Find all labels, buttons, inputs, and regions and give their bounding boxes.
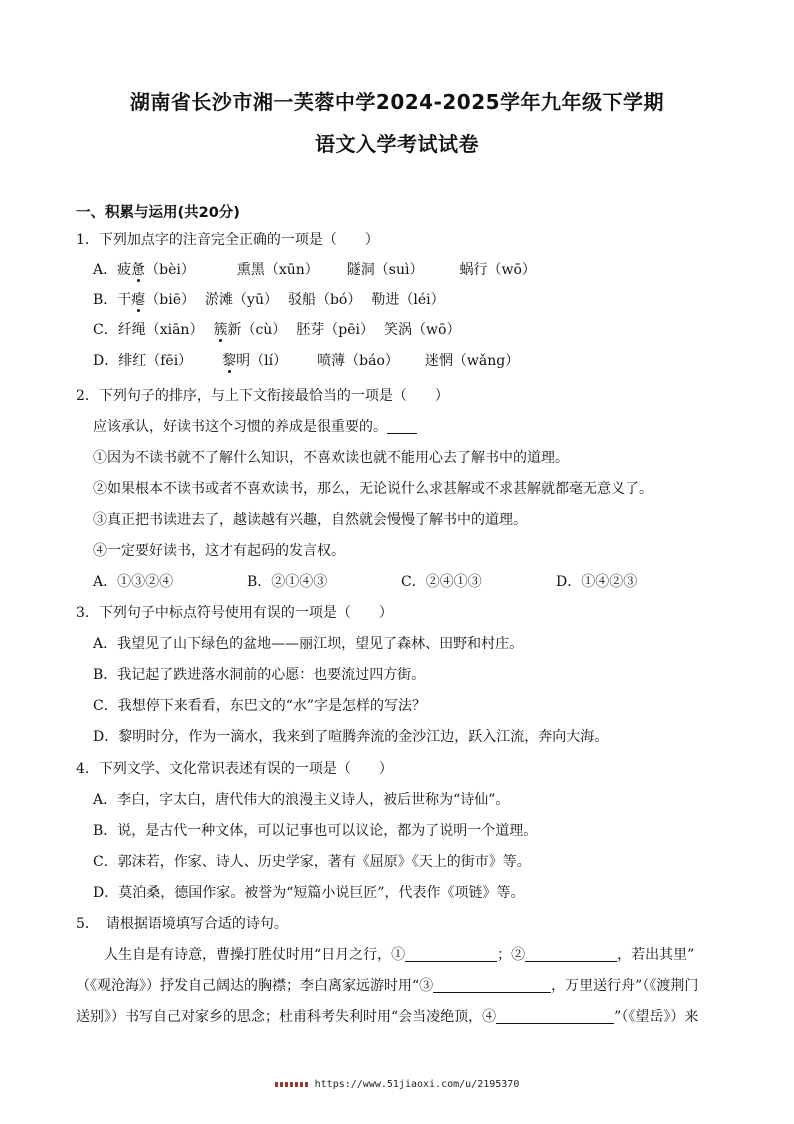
poem-text: 送别》）书写自己对家乡的思念；杜甫科考失利时用“会当凌绝顶，④: [76, 1009, 497, 1025]
question-1-option-b: [93, 289, 445, 309]
poem-text: （《观沧海》）抒发自己阔达的胸襟；李白离家远游时用“③: [76, 978, 434, 994]
option-c-word-1: C．纤绳（xiān）: [93, 322, 204, 338]
poem-text: ”（《望岳》）来: [614, 1009, 699, 1025]
answer-blank-4[interactable]: [496, 1008, 614, 1024]
option-a-word-2: 熏黑（xūn）: [236, 262, 319, 278]
poem-text: ；②: [497, 947, 526, 963]
question-3-option-b: B．我记起了跌进落水洞前的心愿：也要流过四方街。: [93, 667, 426, 683]
answer-blank-1[interactable]: [405, 946, 497, 962]
poem-text: ，若出其里”: [617, 947, 695, 963]
question-4-stem: 4．下列文学、文化常识表述有误的一项是（ ）: [76, 761, 393, 777]
option-a-prefix: A．疲: [93, 262, 132, 278]
answer-blank: [387, 418, 417, 434]
question-2-option-c: C．②④①③: [401, 574, 482, 590]
sentence-2: ②如果根本不读书或者不喜欢读书，那么，无论说什么求甚解或不求甚解就都毫无意义了。: [93, 481, 653, 497]
question-1-stem: 1．下列加点字的注音完全正确的一项是（ ）: [76, 232, 379, 248]
question-3-option-c: C．我想停下来看看，东巴文的“水”字是怎样的写法？: [93, 698, 427, 714]
watermark-logo: [275, 1082, 309, 1087]
option-b-prefix: B．干: [93, 292, 132, 308]
question-2-context: [93, 416, 417, 436]
question-4-option-d: D．莫泊桑，德国作家。被誉为“短篇小说巨匠”，代表作《项链》等。: [93, 885, 525, 901]
option-a-word-3: 隧洞（suì）: [346, 262, 424, 278]
question-2-option-a: A．①③②④: [93, 574, 174, 590]
poem-text: 人生自是有诗意，曹操打胜仗时用“日月之行，①: [104, 947, 406, 963]
sentence-1: ①因为不读书就不了解什么知识，不喜欢读也就不能用心去了解书中的道理。: [93, 450, 569, 466]
option-d-word-4: 迷惘（wǎng）: [424, 353, 520, 369]
question-5-line-3: [76, 1006, 698, 1026]
option-b-pinyin: （biē）: [145, 292, 196, 308]
option-d-word-1: D．绯红（fēi）: [93, 353, 193, 369]
footer: [0, 1079, 794, 1090]
footer-url[interactable]: https://www.51jiaoxi.com/u/2195370: [314, 1079, 520, 1090]
question-2-stem: 2．下列句子的排序，与上下文衔接最恰当的一项是（ ）: [76, 388, 449, 404]
question-3-stem: 3．下列句子中标点符号使用有误的一项是（ ）: [76, 605, 393, 621]
option-b-word-4: 勒进（léi）: [371, 292, 445, 308]
answer-blank-2[interactable]: [525, 946, 617, 962]
question-5-stem: 5． 请根据语境填写合适的诗句。: [76, 916, 288, 932]
option-b-word-2: 淤滩（yū）: [205, 292, 278, 308]
option-c-word-2: 新（cù）: [227, 322, 287, 338]
option-d-word-2: 明（lí）: [236, 353, 288, 369]
option-c-word-4: 笑涡（wō）: [384, 322, 461, 338]
sentence-4: ④一定要好读书，这才有起码的发言权。: [93, 543, 345, 559]
poem-text: ，万里送行舟”（《渡荆门: [551, 978, 699, 994]
question-4-option-b: B．说，是古代一种文体，可以记事也可以议论，都为了说明一个道理。: [93, 823, 538, 839]
context-text: 应该承认，好读书这个习惯的养成是很重要的。: [93, 419, 387, 435]
option-c-word-3: 胚芽（pēi）: [296, 322, 375, 338]
option-b-word-3: 驳船（bó）: [287, 292, 362, 308]
question-1-option-a: [93, 259, 536, 279]
question-5-line-2: [76, 975, 698, 995]
question-3-option-d: D．黎明时分，作为一滴水，我来到了喧腾奔流的金沙江边，跃入江流，奔向大海。: [93, 729, 609, 745]
question-1-option-c: [93, 319, 460, 339]
emphasized-char: 瘪: [131, 292, 146, 308]
sentence-3: ③真正把书读进去了，越读越有兴趣，自然就会慢慢了解书中的道理。: [93, 512, 527, 528]
question-2-option-b: B．②①④③: [247, 574, 328, 590]
option-a-word-4: 蜗行（wō）: [459, 262, 536, 278]
emphasized-char: 惫: [131, 262, 146, 278]
question-2-option-d: D．①④②③: [556, 574, 638, 590]
answer-blank-3[interactable]: [433, 977, 551, 993]
question-1-option-d: [93, 350, 519, 370]
question-5-line-1: [104, 944, 694, 964]
page-title: 湖南省长沙市湘一芙蓉中学2024-2025学年九年级下学期: [129, 90, 665, 114]
emphasized-char: 簇: [213, 322, 228, 338]
option-a-pinyin: （bèi）: [145, 262, 195, 278]
emphasized-char: 黎: [222, 353, 237, 369]
section-heading: 一、积累与运用(共20分): [76, 205, 240, 221]
question-3-option-a: A．我望见了山下绿色的盆地——丽江坝，望见了森林、田野和村庄。: [93, 636, 524, 652]
question-4-option-a: A．李白，字太白，唐代伟大的浪漫主义诗人，被后世称为“诗仙”。: [93, 792, 510, 808]
option-d-word-3: 喷薄（báo）: [317, 353, 399, 369]
question-4-option-c: C．郭沫若，作家、诗人、历史学家，著有《屈原》《天上的街市》等。: [93, 854, 531, 870]
page-subtitle: 语文入学考试试卷: [315, 132, 479, 156]
